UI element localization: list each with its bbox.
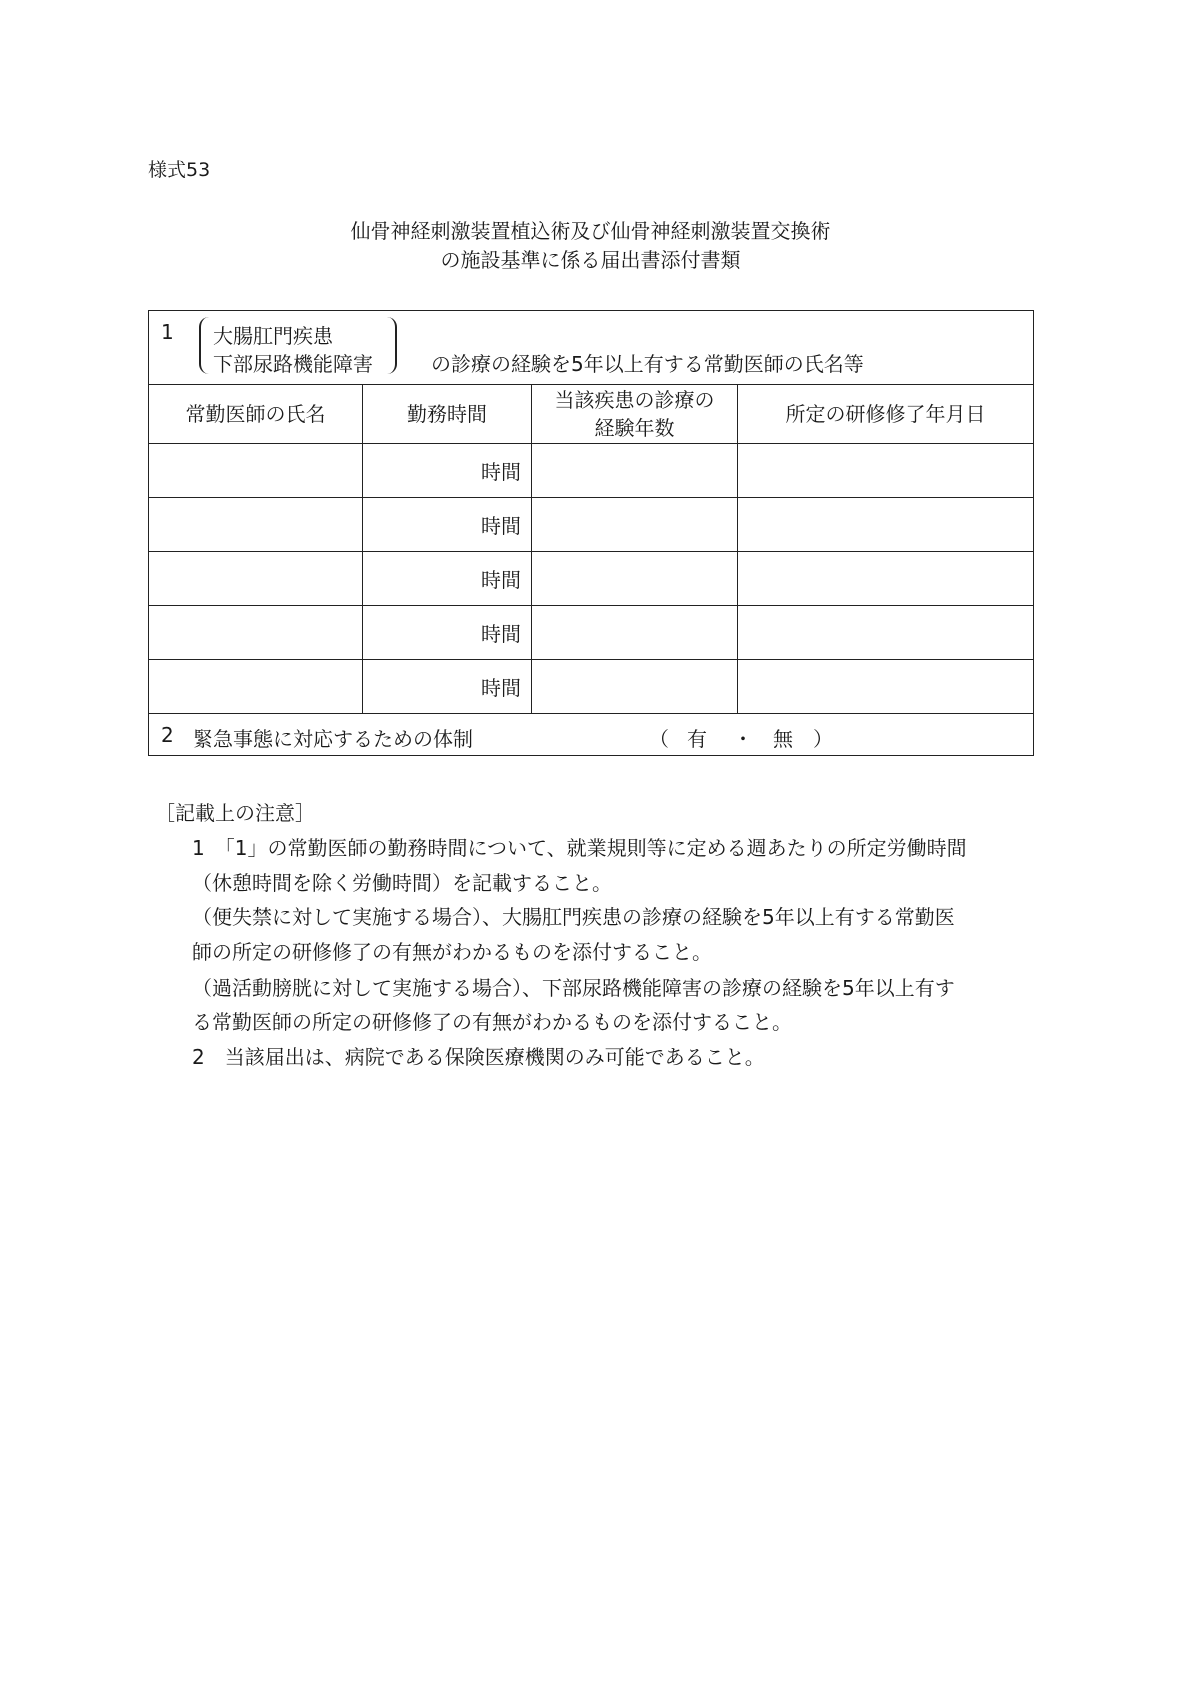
doctor-table xyxy=(148,310,1034,756)
cell-training[interactable] xyxy=(738,498,1034,552)
header-experience-line1: 当該疾患の診療の xyxy=(554,388,715,412)
note-line: る常勤医師の所定の研修修了の有無がわかるものを添付すること。 xyxy=(192,1010,792,1034)
option-no[interactable]: 無 xyxy=(773,727,793,751)
section-2-number: 2 xyxy=(161,723,174,747)
cell-hours[interactable]: 時間 xyxy=(363,498,532,552)
note-line: （便失禁に対して実施する場合）、大腸肛門疾患の診療の経験を5年以上有する常勤医 xyxy=(192,905,955,929)
cell-training[interactable] xyxy=(738,606,1034,660)
cell-training[interactable] xyxy=(738,552,1034,606)
bracket-item-colorectal: 大腸肛門疾患 xyxy=(213,324,333,348)
cell-training[interactable] xyxy=(738,660,1034,714)
header-name: 常勤医師の氏名 xyxy=(149,385,363,444)
cell-experience[interactable] xyxy=(532,498,738,552)
table-row xyxy=(149,444,1034,498)
section-1-header xyxy=(149,311,1034,385)
note-line: （過活動膀胱に対して実施する場合）、下部尿路機能障害の診療の経験を5年以上有す xyxy=(192,976,955,1000)
cell-name[interactable] xyxy=(149,606,363,660)
header-hours: 勤務時間 xyxy=(363,385,532,444)
cell-experience[interactable] xyxy=(532,606,738,660)
cell-experience[interactable] xyxy=(532,552,738,606)
cell-hours[interactable]: 時間 xyxy=(363,552,532,606)
cell-experience[interactable] xyxy=(532,660,738,714)
form-number: 様式53 xyxy=(148,159,211,181)
header-experience xyxy=(532,385,738,444)
document-title xyxy=(0,217,1181,275)
cell-name[interactable] xyxy=(149,444,363,498)
table-row xyxy=(149,552,1034,606)
table-row xyxy=(149,606,1034,660)
table-row xyxy=(149,498,1034,552)
header-training: 所定の研修修了年月日 xyxy=(738,385,1034,444)
cell-hours[interactable]: 時間 xyxy=(363,606,532,660)
section-2-row xyxy=(149,714,1034,756)
header-experience-line2: 経験年数 xyxy=(594,416,675,440)
option-yes[interactable]: 有 xyxy=(687,727,707,751)
cell-training[interactable] xyxy=(738,444,1034,498)
note-line: （休憩時間を除く労働時間）を記載すること。 xyxy=(192,871,612,895)
cell-name[interactable] xyxy=(149,552,363,606)
note-line: 1 「1」の常勤医師の勤務時間について、就業規則等に定める週あたりの所定労働時間 xyxy=(192,836,967,860)
title-line-1: 仙骨神経刺激装置植込術及び仙骨神経刺激装置交換術 xyxy=(350,219,831,243)
cell-name[interactable] xyxy=(149,498,363,552)
option-separator: ・ xyxy=(733,727,753,751)
cell-name[interactable] xyxy=(149,660,363,714)
table-row xyxy=(149,660,1034,714)
section-2-text: 緊急事態に対応するための体制 xyxy=(193,727,473,751)
title-line-2: の施設基準に係る届出書添付書類 xyxy=(440,248,741,272)
cell-hours[interactable]: 時間 xyxy=(363,444,532,498)
section-1-number: 1 xyxy=(161,320,174,344)
section-1-description: の診療の経験を5年以上有する常勤医師の氏名等 xyxy=(431,352,864,376)
cell-hours[interactable]: 時間 xyxy=(363,660,532,714)
note-line: 2 当該届出は、病院である保険医療機関のみ可能であること。 xyxy=(192,1045,765,1069)
note-line: 師の所定の研修修了の有無がわかるものを添付すること。 xyxy=(192,940,712,964)
option-close-paren: ） xyxy=(813,727,833,751)
notes-title: ［記載上の注意］ xyxy=(155,801,315,825)
option-open-paren: （ xyxy=(649,727,669,751)
cell-experience[interactable] xyxy=(532,444,738,498)
bracket-item-urinary: 下部尿路機能障害 xyxy=(213,352,373,376)
table-header-row xyxy=(149,385,1034,444)
